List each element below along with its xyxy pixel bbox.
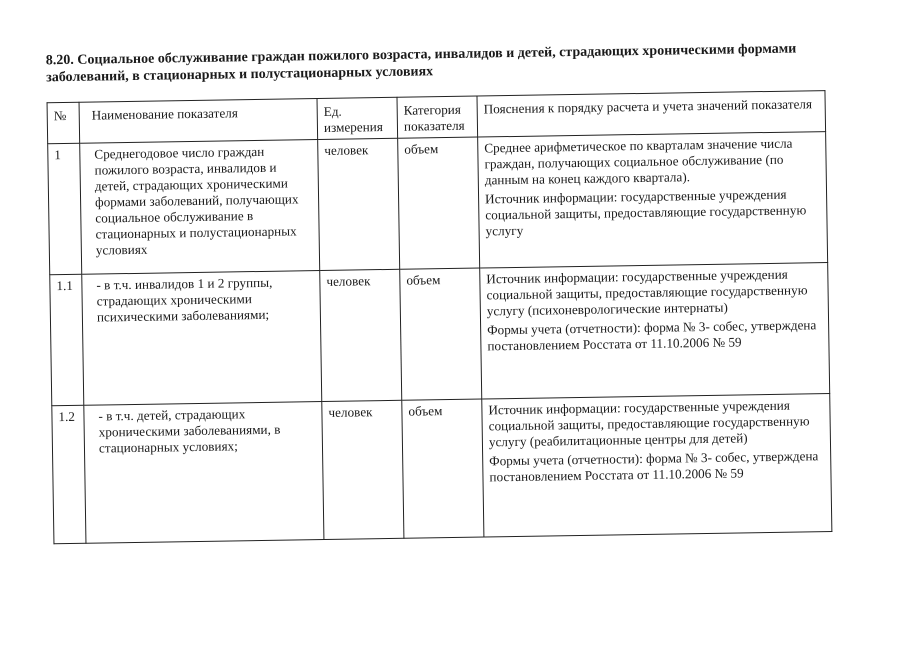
row-unit: человек — [318, 138, 400, 270]
table-row — [52, 394, 832, 544]
reporting-form-text: Формы учета (отчетности): форма № 3- собес, утверждена постановлением Росстата от 11.10.2006 № 59 — [489, 448, 819, 485]
row-name-text: Среднегодовое число граждан пожилого возраста, инвалидов и детей, страдающих хроническими формами заболеваний, получающих социальное обслуживание в стационарных и полустационарных условиях — [94, 143, 299, 258]
indicators-table — [47, 90, 833, 544]
row-num: 1.2 — [52, 405, 86, 543]
source-text: Источник информации: государственные учреждения социальной защиты, предоставляющие государственную услугу (реабилитационные центры для детей) — [488, 397, 810, 450]
header-explanation: Пояснения к порядку расчета и учета значений показателя — [477, 91, 826, 137]
row-name — [84, 402, 324, 544]
row-explanation — [478, 132, 828, 268]
header-num: № — [47, 102, 80, 143]
row-num: 1.1 — [50, 274, 84, 405]
source-text: Источник информации: государственные учреждения социальной защиты, предоставляющие государственную услугу — [484, 186, 807, 239]
section-heading: 8.20. Социальное обслуживание граждан пожилого возраста, инвалидов и детей, страдающих хроническими формами заболеваний, в стационарных и полустационарных условиях — [45, 41, 797, 86]
row-explanation — [480, 263, 830, 399]
row-name — [80, 140, 320, 275]
table-row — [50, 263, 830, 406]
row-num: 1 — [48, 143, 82, 274]
row-category: объем — [398, 137, 480, 269]
reporting-form-text: Формы учета (отчетности): форма № 3- собес, утверждена постановлением Росстата от 11.10.2006 № 59 — [487, 317, 817, 354]
row-category: объем — [400, 268, 482, 400]
row-unit: человек — [320, 269, 402, 401]
row-category: объем — [402, 399, 484, 538]
row-explanation — [482, 394, 832, 537]
header-category: Категория показателя — [397, 96, 478, 138]
explanation-text: Среднее арифметическое по кварталам значение числа граждан, получающих социальное обслуживание (по данным на конец каждого квартала). — [484, 135, 793, 188]
row-name-text: - в т.ч. детей, страдающих хроническими заболеваниями, в стационарных условиях; — [98, 406, 281, 456]
row-name — [82, 271, 322, 406]
header-name — [79, 99, 318, 144]
table-row — [48, 132, 828, 275]
source-text: Источник информации: государственные учреждения социальной защиты, предоставляющие государственную услугу (психоневрологические интернаты) — [486, 266, 808, 319]
header-name-text: Наименование показателя — [91, 105, 238, 123]
row-name-text: - в т.ч. инвалидов 1 и 2 группы, страдающих хроническими психическими заболеваниями; — [96, 274, 273, 325]
row-unit: человек — [322, 400, 404, 539]
header-unit: Ед. измерения — [317, 97, 398, 139]
